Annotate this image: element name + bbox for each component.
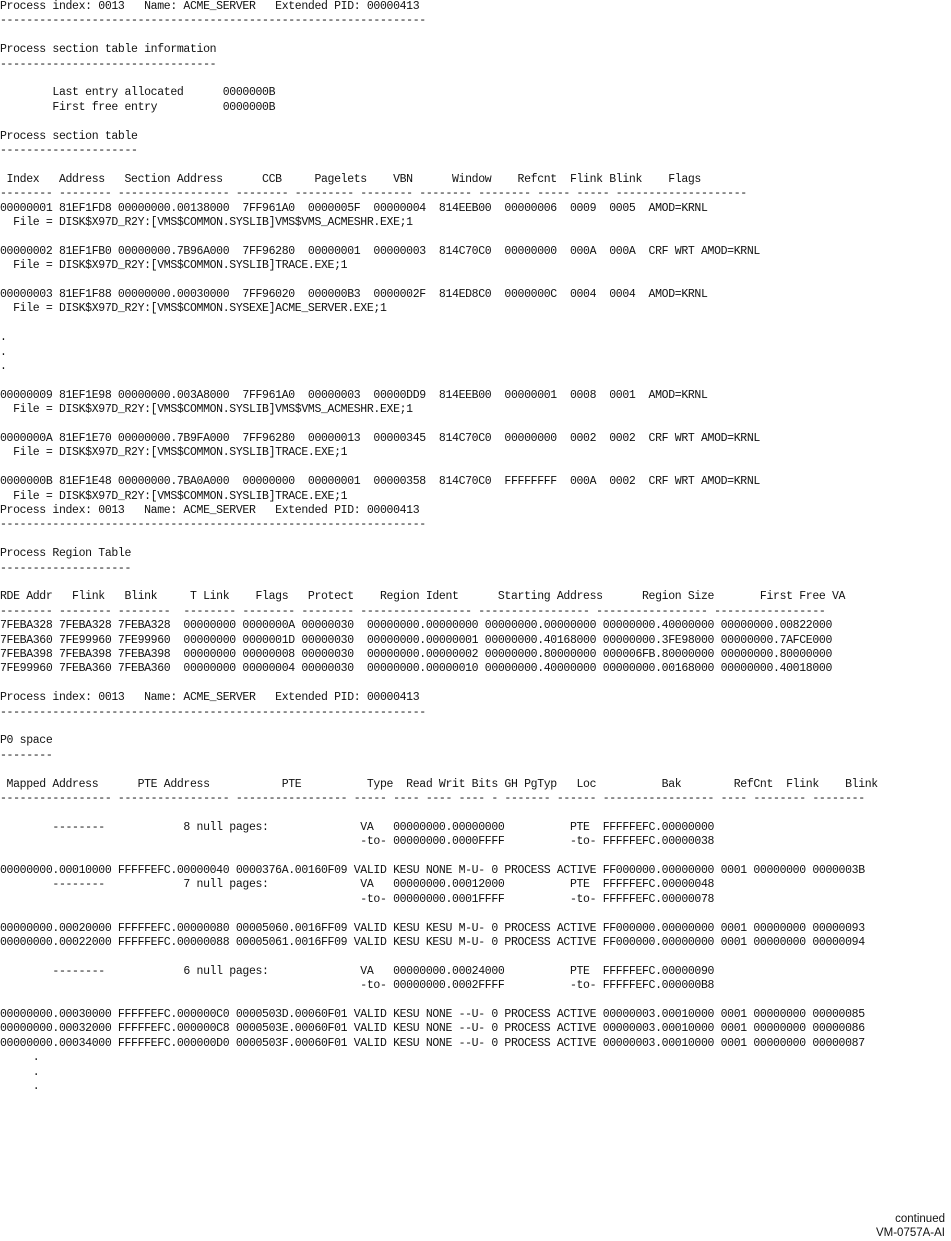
text-line: First free entry 0000000B: [0, 100, 276, 114]
text-line: Process index: 0013 Name: ACME_SERVER Extended PID: 00000413: [0, 504, 420, 517]
figure-id: VM-0757A-AI: [875, 1227, 945, 1239]
text-line: File = DISK$X97D_R2Y:[VMS$COMMON.SYSEXE]ACME_SERVER.EXE;1: [0, 302, 387, 316]
text-line: .: [0, 331, 7, 345]
text-line: .: [0, 1051, 40, 1065]
text-line: -----------------------------------------------------------------: [0, 14, 426, 28]
text-line: 7FEBA360 7FE99960 7FE99960 00000000 0000001D 00000030 00000000.00000001 00000000.40168000 00000000.3FE98000 00000000.7AFCE000: [0, 633, 832, 647]
text-line: 00000000.00020000 FFFFFEFC.00000080 00005060.0016FF09 VALID KESU KESU M-U- 0 PROCESS ACTIVE FF000000.00000000 0001 00000000 00000093: [0, 921, 865, 935]
text-line: -------- 6 null pages: VA 00000000.00024000 PTE FFFFFEFC.00000090: [0, 964, 715, 978]
text-line: Process section table: [0, 129, 138, 143]
text-line: File = DISK$X97D_R2Y:[VMS$COMMON.SYSLIB]TRACE.EXE;1: [0, 489, 348, 503]
text-line: 7FE99960 7FEBA360 7FEBA360 00000000 00000004 00000030 00000000.00000010 00000000.40000000 00000000.00168000 00000000.40018000: [0, 662, 832, 676]
text-line: ---------------------: [0, 144, 138, 157]
text-line: Process section table information: [0, 43, 217, 57]
text-line: 00000009 81EF1E98 00000000.003A8000 7FF961A0 00000003 00000DD9 814EEB00 00000001 0008 0001 AMOD=KRNL: [0, 388, 708, 402]
text-line: .: [0, 345, 7, 359]
continued-label: continued: [895, 1213, 945, 1225]
text-line: 7FEBA328 7FEBA328 7FEBA328 00000000 0000000A 00000030 00000000.00000000 00000000.00000000 00000000.40000000 00000000.00822000: [0, 619, 832, 633]
text-line: -------- 8 null pages: VA 00000000.00000000 PTE FFFFFEFC.00000000: [0, 820, 715, 834]
text-line: -to- 00000000.0002FFFF -to- FFFFFEFC.000000B8: [0, 979, 715, 993]
text-line: Mapped Address PTE Address PTE Type Read Writ Bits GH PgTyp Loc Bak RefCnt Flink Blink: [0, 777, 878, 791]
text-line: Index Address Section Address CCB Pagelets VBN Window Refcnt Flink Blink Flags: [0, 172, 701, 186]
text-line: File = DISK$X97D_R2Y:[VMS$COMMON.SYSLIB]VMS$VMS_ACMESHR.EXE;1: [0, 216, 413, 229]
text-line: -------- -------- ----------------- -------- --------- -------- -------- -------- ----- ----- --------------------: [0, 187, 747, 201]
text-line: .: [0, 1080, 40, 1093]
text-line: ---------------------------------: [0, 57, 217, 71]
text-line: 7FEBA398 7FEBA398 7FEBA398 00000000 00000008 00000030 00000000.00000002 00000000.80000000 000006FB.80000000 00000000.80000000: [0, 648, 832, 661]
text-line: Process index: 0013 Name: ACME_SERVER Extended PID: 00000413: [0, 691, 420, 705]
text-line: File = DISK$X97D_R2Y:[VMS$COMMON.SYSLIB]VMS$VMS_ACMESHR.EXE;1: [0, 403, 413, 417]
text-line: -------- 7 null pages: VA 00000000.00012000 PTE FFFFFEFC.00000048: [0, 878, 715, 892]
text-line: 00000000.00032000 FFFFFEFC.000000C8 0000503E.00060F01 VALID KESU NONE --U- 0 PROCESS ACTIVE 00000003.00010000 0001 00000000 00000086: [0, 1022, 865, 1036]
text-line: .: [0, 360, 7, 373]
text-line: Process Region Table: [0, 547, 132, 561]
text-line: -----------------------------------------------------------------: [0, 705, 426, 719]
text-line: 00000000.00030000 FFFFFEFC.000000C0 0000503D.00060F01 VALID KESU NONE --U- 0 PROCESS ACTIVE 00000003.00010000 0001 00000000 00000085: [0, 1008, 865, 1021]
text-line: 0000000A 81EF1E70 00000000.7B9FA000 7FF96280 00000013 00000345 814C70C0 00000000 0002 0002 CRF WRT AMOD=KRNL: [0, 432, 760, 445]
text-line: 0000000B 81EF1E48 00000000.7BA0A000 00000000 00000001 00000358 814C70C0 FFFFFFFF 000A 0002 CRF WRT AMOD=KRNL: [0, 475, 760, 489]
text-line: -to- 00000000.0001FFFF -to- FFFFFEFC.00000078: [0, 892, 715, 906]
text-line: ----------------- ----------------- ----------------- ----- ---- ---- ---- - ------- ------ ----------------- ---- -------- --------: [0, 792, 865, 805]
text-line: --------: [0, 748, 53, 762]
text-line: .: [0, 1065, 40, 1079]
text-line: File = DISK$X97D_R2Y:[VMS$COMMON.SYSLIB]TRACE.EXE;1: [0, 446, 348, 460]
text-line: 00000002 81EF1FB0 00000000.7B96A000 7FF96280 00000001 00000003 814C70C0 00000000 000A 000A CRF WRT AMOD=KRNL: [0, 244, 760, 258]
text-line: -------- -------- -------- -------- -------- -------- ----------------- ----------------- ----------------- -----------------: [0, 604, 826, 618]
text-line: File = DISK$X97D_R2Y:[VMS$COMMON.SYSLIB]TRACE.EXE;1: [0, 259, 348, 273]
text-line: 00000001 81EF1FD8 00000000.00138000 7FF961A0 0000005F 00000004 814EEB00 00000006 0009 0005 AMOD=KRNL: [0, 201, 708, 215]
text-line: 00000003 81EF1F88 00000000.00030000 7FF96020 000000B3 0000002F 814ED8C0 0000000C 0004 0004 AMOD=KRNL: [0, 288, 708, 301]
text-line: 00000000.00022000 FFFFFEFC.00000088 00005061.0016FF09 VALID KESU KESU M-U- 0 PROCESS ACTIVE FF000000.00000000 0001 00000000 00000094: [0, 936, 865, 949]
text-line: RDE Addr Flink Blink T Link Flags Protect Region Ident Starting Address Region Size First Free VA: [0, 590, 846, 604]
text-line: Process index: 0013 Name: ACME_SERVER Extended PID: 00000413: [0, 0, 420, 13]
text-line: -to- 00000000.0000FFFF -to- FFFFFEFC.00000038: [0, 835, 715, 849]
text-line: --------------------: [0, 561, 132, 575]
text-line: -----------------------------------------------------------------: [0, 518, 426, 532]
text-line: 00000000.00010000 FFFFFEFC.00000040 0000376A.00160F09 VALID KESU NONE M-U- 0 PROCESS ACTIVE FF000000.00000000 0001 00000000 0000003B: [0, 864, 865, 877]
text-line: Last entry allocated 0000000B: [0, 86, 276, 100]
text-line: P0 space: [0, 734, 53, 748]
text-line: 00000000.00034000 FFFFFEFC.000000D0 0000503F.00060F01 VALID KESU NONE --U- 0 PROCESS ACTIVE 00000003.00010000 0001 00000000 00000087: [0, 1036, 865, 1050]
